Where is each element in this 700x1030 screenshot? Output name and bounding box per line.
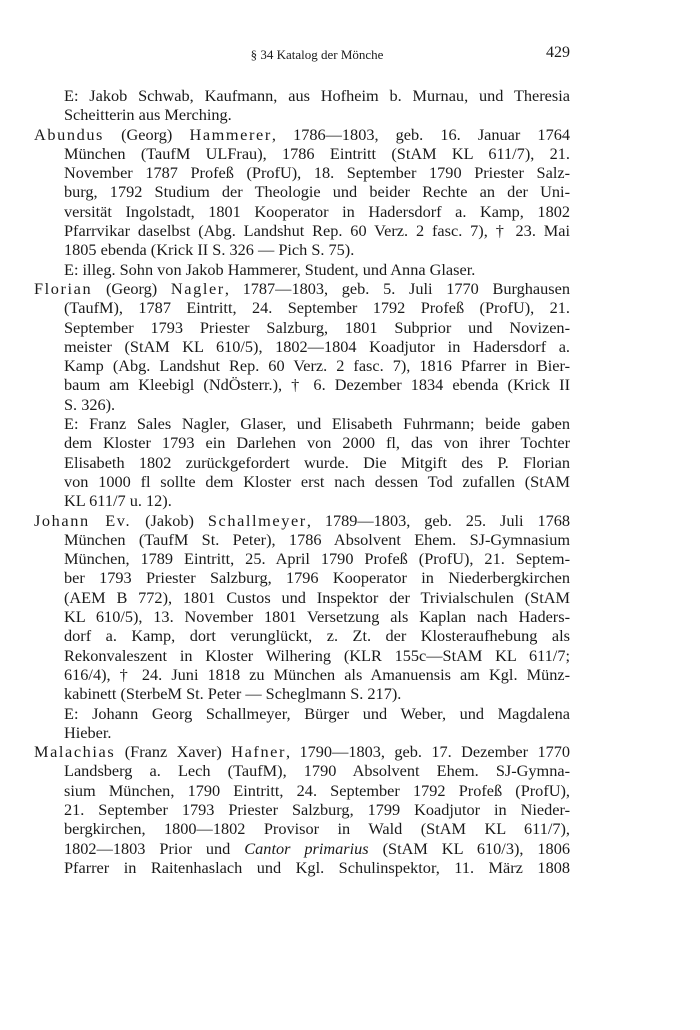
line-text: baum am Kleebigl (NdÖsterr.), † 6. Dezember 1834 ebenda (Krick II [64, 375, 570, 395]
line-text: Hieber. [64, 722, 112, 742]
text-line [34, 86, 570, 105]
surname: Nagler [170, 278, 225, 298]
line-text: S. 326). [64, 394, 116, 414]
text-line [34, 433, 570, 452]
line-text: kabinett (SterbeM St. Peter — Scheglmann S. 217). [64, 684, 402, 704]
text-line [34, 240, 570, 259]
line-text: , 1787—1803, geb. 5. Juli 1770 Burghausen [224, 278, 570, 298]
text-line [34, 761, 570, 780]
text-line [34, 163, 570, 182]
line-text: ber 1793 Priester Salzburg, 1796 Kooperator in Niederbergkirchen [64, 568, 570, 588]
italic-text: Cantor primarius [244, 838, 369, 858]
text-line [34, 530, 570, 549]
line-text: München (TaufM ULFrau), 1786 Eintritt (StAM KL 611/7), 21. [64, 143, 570, 163]
entry-heading-line [34, 125, 570, 144]
chapter-title: § 34 Katalog der Mönche [250, 47, 384, 62]
line-text: (TaufM), 1787 Eintritt, 24. September 1792 Profeß (ProfU), 21. [64, 298, 570, 318]
line-text: KL 610/5), 13. November 1801 Versetzung als Kaplan nach Haders- [64, 607, 570, 627]
text-line [34, 221, 570, 240]
line-text: 616/4), † 24. Juni 1818 zu München als Amanuensis am Kgl. Münz- [64, 664, 570, 684]
line-text: E: Franz Sales Nagler, Glaser, und Elisabeth Fuhrmann; beide gaben [64, 414, 570, 434]
baptismal-name: (Georg) [104, 124, 190, 144]
line-text: 1805 ebenda (Krick II S. 326 — Pich S. 75). [64, 240, 355, 260]
line-text: Scheitterin aus Merching. [64, 105, 232, 125]
line-text: versität Ingolstadt, 1801 Kooperator in Hadersdorf a. Kamp, 1802 [64, 201, 570, 221]
text-line [34, 356, 570, 375]
page-number: 429 [546, 44, 570, 61]
text-line [34, 453, 570, 472]
line-text: , 1790—1803, geb. 17. Dezember 1770 [286, 742, 571, 762]
line-text: Rekonvaleszent in Kloster Wilhering (KLR 155c—StAM KL 611/7; [64, 645, 570, 665]
text-line [34, 839, 570, 858]
text-line [34, 318, 570, 337]
line-text: 21. September 1793 Priester Salzburg, 1799 Koadjutor in Nieder- [64, 799, 570, 819]
line-text: September 1793 Priester Salzburg, 1801 Subprior und Novizen- [64, 317, 570, 337]
text-line [34, 588, 570, 607]
line-text: Pfarrvikar daselbst (Abg. Landshut Rep. 60 Verz. 2 fasc. 7), † 23. Mai [64, 221, 570, 241]
line-text: KL 611/7 u. 12). [64, 491, 172, 511]
monastic-name: Malachias [34, 742, 116, 762]
monastic-name: Abundus [34, 124, 104, 144]
line-text: (AEM B 772), 1801 Custos und Inspektor der Trivialschulen (StAM [64, 587, 570, 607]
text-line [34, 395, 570, 414]
text-line [34, 491, 570, 510]
line-text: E: Johann Georg Schallmeyer, Bürger und Weber, und Magdalena [64, 703, 570, 723]
baptismal-name: (Jakob) [131, 510, 208, 530]
line-text: , 1786—1803, geb. 16. Januar 1764 [271, 124, 570, 144]
text-line [34, 260, 570, 279]
text-line [34, 800, 570, 819]
surname: Hammerer [189, 124, 272, 144]
text-line [34, 414, 570, 433]
text-line [34, 472, 570, 491]
line-text: München, 1789 Eintritt, 25. April 1790 Profeß (ProfU), 21. Septem- [64, 549, 570, 569]
line-text: Elisabeth 1802 zurückgefordert wurde. Die Mitgift des P. Florian [64, 452, 570, 472]
text-line [34, 607, 570, 626]
line-text: dorf a. Kamp, dort verunglückt, z. Zt. der Klosteraufhebung als [64, 626, 570, 646]
line-text: E: illeg. Sohn von Jakob Hammerer, Student, und Anna Glaser. [64, 259, 476, 279]
text-line [34, 684, 570, 703]
entry-heading-line [34, 742, 570, 761]
text-line [34, 819, 570, 838]
text-line [34, 626, 570, 645]
line-text: bergkirchen, 1800—1802 Provisor in Wald (StAM KL 611/7), [64, 819, 570, 839]
text-line [34, 549, 570, 568]
text-line [34, 858, 570, 877]
line-text: München (TaufM St. Peter), 1786 Absolvent Ehem. SJ-Gymnasium [64, 529, 570, 549]
line-text: von 1000 fl sollte dem Kloster erst nach dessen Tod zufallen (StAM [64, 471, 570, 491]
line-text: Landsberg a. Lech (TaufM), 1790 Absolvent Ehem. SJ-Gymna- [64, 761, 570, 781]
entry-heading-line [34, 279, 570, 298]
text-line [34, 337, 570, 356]
text-line [34, 704, 570, 723]
line-text: dem Kloster 1793 ein Darlehen von 2000 fl, das von ihrer Tochter [64, 433, 570, 453]
line-text: November 1787 Profeß (ProfU), 18. September 1790 Priester Salz- [64, 163, 570, 183]
text-line [34, 375, 570, 394]
line-text: meister (StAM KL 610/5), 1802—1804 Koadjutor in Hadersdorf a. [64, 336, 570, 356]
entry-heading-line [34, 511, 570, 530]
line-text: sium München, 1790 Eintritt, 24. September 1792 Profeß (ProfU), [64, 780, 570, 800]
text-line [34, 568, 570, 587]
text-line [34, 202, 570, 221]
text-line [34, 144, 570, 163]
line-text: (StAM KL 610/3), 1806 [368, 838, 570, 858]
text-line [34, 646, 570, 665]
baptismal-name: (Georg) [92, 278, 171, 298]
line-text: Kamp (Abg. Landshut Rep. 60 Verz. 2 fasc. 7), 1816 Pfarrer in Bier- [64, 356, 570, 376]
line-text: E: Jakob Schwab, Kaufmann, aus Hofheim b. Murnau, und Theresia [64, 86, 570, 105]
line-text: Pfarrer in Raitenhaslach und Kgl. Schulinspektor, 11. März 1808 [64, 857, 570, 877]
baptismal-name: (Franz Xaver) [115, 742, 232, 762]
line-text: burg, 1792 Studium der Theologie und beider Rechte an der Uni- [64, 182, 570, 202]
text-line [34, 105, 570, 124]
text-line [34, 665, 570, 684]
text-line [34, 781, 570, 800]
surname: Schallmeyer [207, 510, 307, 530]
running-header [64, 44, 570, 66]
surname: Hafner [231, 742, 287, 762]
body-text [34, 86, 570, 877]
text-line [34, 723, 570, 742]
monastic-name: Johann Ev. [34, 510, 132, 530]
monastic-name: Florian [34, 278, 93, 298]
line-text: , 1789—1803, geb. 25. Juli 1768 [306, 510, 571, 530]
text-line [34, 298, 570, 317]
line-text: 1802—1803 Prior und [64, 838, 245, 858]
text-line [34, 182, 570, 201]
